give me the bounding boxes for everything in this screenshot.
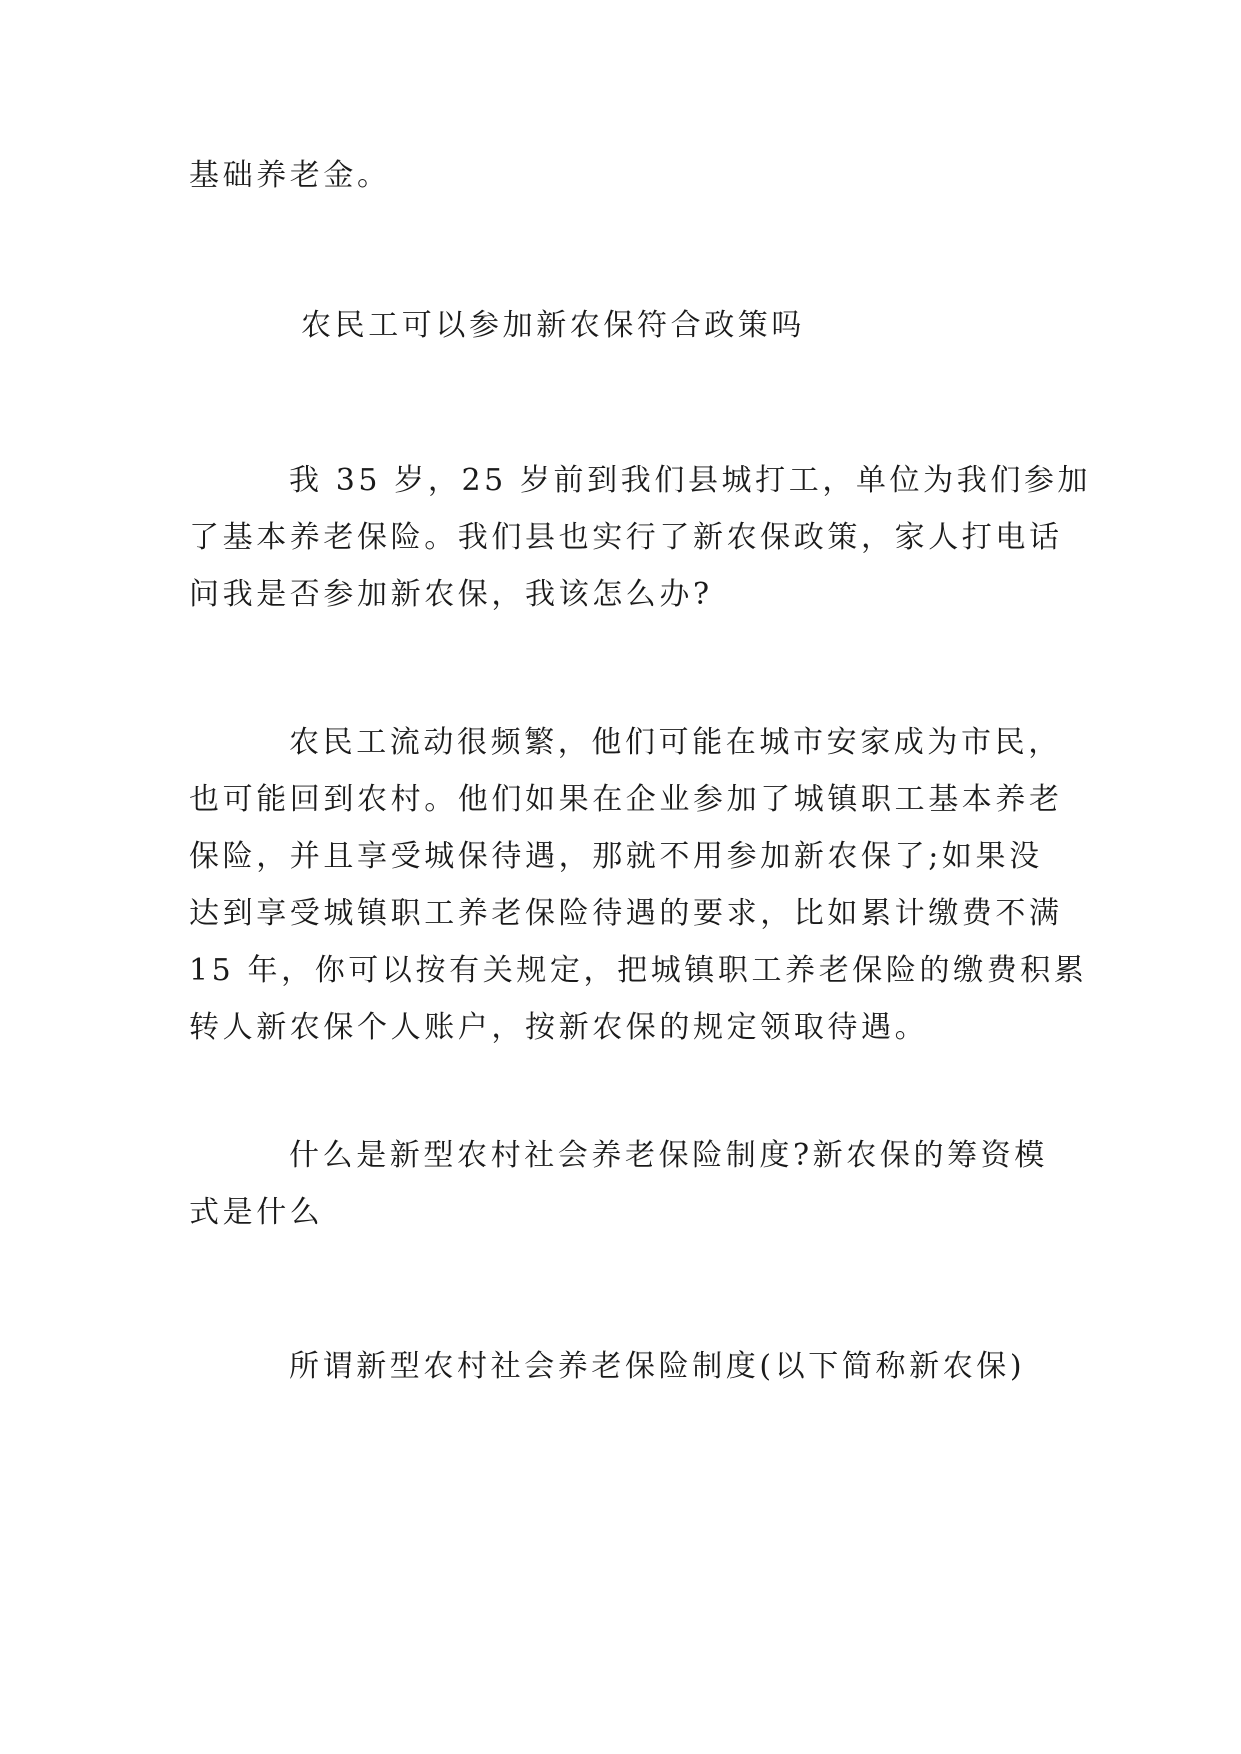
text-line: 也可能回到农村。他们如果在企业参加了城镇职工基本养老: [189, 782, 1063, 817]
text-line: 农民工流动很频繁，他们可能在城市安家成为市民，: [289, 725, 1062, 760]
text-line: 什么是新型农村社会养老保险制度?新农保的筹资模: [289, 1138, 1048, 1173]
paragraph-definition-start: [189, 1338, 1059, 1395]
text-line: 15 年，你可以按有关规定，把城镇职工养老保险的缴费积累: [189, 953, 1088, 988]
text-line: 保险，并且享受城保待遇，那就不用参加新农保了;如果没: [189, 839, 1043, 874]
text-line: 基础养老金。: [189, 158, 391, 193]
text-line: 我 35 岁，25 岁前到我们县城打工，单位为我们参加: [289, 463, 1092, 498]
text-line: 式是什么: [189, 1195, 324, 1230]
text-line: 所谓新型农村社会养老保险制度(以下简称新农保): [289, 1349, 1026, 1384]
text-line: 达到享受城镇职工养老保险待遇的要求，比如累计缴费不满: [189, 896, 1063, 931]
text-line: 转人新农保个人账户，按新农保的规定领取待遇。: [189, 1010, 929, 1045]
text-line: 问我是否参加新农保，我该怎么办?: [189, 577, 713, 612]
paragraph-basic-pension-fragment: [189, 147, 1059, 204]
heading-new-rural-pension-question: [189, 1127, 1059, 1241]
text-line: 了基本养老保险。我们县也实行了新农保政策，家人打电话: [189, 520, 1063, 555]
text-line: 农民工可以参加新农保符合政策吗: [301, 308, 805, 343]
heading-migrant-workers-question: [189, 297, 1059, 354]
paragraph-question: [189, 452, 1092, 623]
paragraph-answer: [189, 714, 1088, 1056]
